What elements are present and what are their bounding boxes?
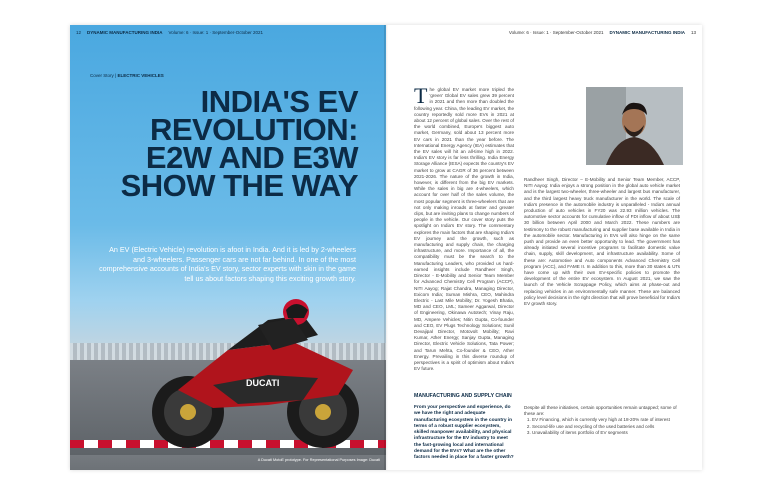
list-item: 3. Unavailability of items portfolio of EV segments [532, 430, 680, 436]
headline-line-1: INDIA'S EV [200, 84, 358, 119]
right-page [386, 25, 702, 470]
svg-text:DUCATI: DUCATI [246, 378, 280, 388]
intro-text: An EV (Electric Vehicle) revolution is afoot in India. And it is led by 2-wheelers and 3-wheelers. Passenger cars are not far behind. In one of the most comprehensive accounts of India's EV story, sector experts with skin in the game tell us about factors shaping this exciting growth story. [99, 245, 356, 283]
photo-caption: A Ducati MotoE prototype. For Representational Purposes Image: Ducati [257, 458, 380, 462]
opportunities-list [524, 405, 680, 436]
section-prefix: Cover Story | [90, 73, 117, 78]
article-column-1 [414, 83, 514, 372]
motorcycle-photo [118, 280, 386, 455]
headline-line-4: SHOW THE WAY [120, 168, 358, 203]
right-page-header [386, 25, 702, 39]
headline-line-3: E2W AND E3W [145, 140, 358, 175]
magazine-spread [70, 25, 702, 470]
portrait-photo [586, 87, 683, 165]
right-issue-info: Volume: 6 · Issue: 1 · September-October 2021 [508, 29, 604, 35]
interview-question: From your perspective and experience, do we have the right and adequate manufacturing ecosystem in the country in terms of a robust supplier ecosystem, skilled manpower availability, and physical infrastructure for the EV industry to meet the fast-growing local and international demand for the EVs? What are the other factors needed in place for a faster growth? [414, 405, 514, 461]
section-label [90, 73, 164, 78]
left-page [70, 25, 386, 470]
list-item: 2. Second-life use and recycling of the used batteries and cells [532, 424, 680, 430]
list-item: 1. EV Financing, which is currently very high at 18-20% rate of interest [532, 417, 680, 423]
left-page-number: 12 [76, 29, 82, 35]
column-1-text: he global EV market more tripled the 'green' Global EV sales grew 39 percent in 2021 and then more than doubled the following year. China, the leading EV market, the country reportedly sold more EVs in 2021 at about 12 percent of global sales. Over the rest of the world combined, Europe's biggest auto market, Germany, sold about 13 percent more EV cars in 2021 than the year before. The International Energy Agency (IEA) estimates that the EV sales will hit an all-time high in 2022. India's EV story is far less thrilling. India Energy Storage Alliance (IESA) expects the country's EV market to grow at CAGR of 36 percent between 2021-2026. The nature of the growth in India, however, is different from the big EV markets. While the sales in big are 4-wheelers, which account for over half of the sales volume, the most popular segment is three-wheelers that are not only making inroads at faster and greater clips, but are inviting plans to change numbers of people in the vehicle. Our cover story puts the spotlight on India's EV story. The commentary explores the main factors that are shaping India's EV journey and the growth, such as manufacturing and supply chain, the charging infrastructure, and more. Importance of all, the compatibility must be the search to the Manufacturing Leaders, who provided us hard-earned insights include Randheer Singh, Director - E-Mobility and Senior Team Member for Advanced Chemistry Cell Program (ACCP), NITI Aayog; Rajat Chandra, Managing Director, Exicom India; Suman Mishra, CEO, Mahindra Electric - Last Mile Mobility; Dr. Yogesh Bhatia, MD and CEO, LML; Sameer Aggarwal, Director of Engineering, Okinawa Autotech; Vinay Raju, MD, Ampere Vehicles; Nitin Gupta, Co-founder and CEO, EV Plugs Technology Solutions; Sunil Devajipal Director, Motovolt Mobility; Ravi Kumar, Ather Energy; Sanjay Gupta, Managing Director, Electric Vehicle Solutions, Tata Power; and Tarun Mehta, Co-founder & CEO, Ather Energy. Prevailing in this diverse roundup of perspectives is a spirit of optimism about India's EV future. [414, 87, 514, 372]
right-magazine-name: DYNAMIC MANUFACTURING INDIA [609, 29, 685, 35]
left-page-header [70, 25, 386, 39]
section-name: ELECTRIC VEHICLES [117, 73, 164, 78]
left-magazine-name: DYNAMIC MANUFACTURING INDIA [87, 29, 163, 35]
left-issue-info: Volume: 6 · Issue: 1 · September-October 2021 [168, 29, 264, 35]
right-page-number: 13 [690, 29, 696, 35]
headline-line-2: REVOLUTION: [149, 112, 358, 147]
drop-cap: T [414, 83, 428, 108]
headline [78, 84, 358, 203]
article-column-2: Randheer Singh, Director – E-Mobility and Senior Team Member, ACCP, NITI Aayog: India enjoys a strong position in the global auto vehicle market and is the largest two-wheeler, three-wheeler and largest bus manufacturer, and the third largest heavy truck manufacturer in the world. The scale of India's presence in the automobile industry is unparalleled - India's annual production of auto vehicles in FY20 was 22.93 million vehicles. The automotive sector accounts for cumulative inflow of FDI inflow of about US$ 30 billion between April 2000 and March 2022. These numbers are testimony to the robust manufacturing and supplier base available in India in the automobile sector. Manufacturing in EVs will also hinge on the same push and provide an even better opportunity to lead. The government has already initiated several incentive programs to facilitate domestic value chain, supply, skill development, and infrastructure availability. Some of these are: Automotive and Auto components Advanced Chemistry Cell program (ACC), and FAME II. In addition to this, more than 30 states & UTs have come up with their own EV-specific policies to promote the development of the entire EV ecosystem. In August 2021, we saw the launch of the Vehicle Scrappage Policy, which aims at phase-out and replacing vehicles in an environmentally safe manner. These are balanced policy level decisions in the right direction that will prove beneficial for India's EV growth story. [524, 177, 680, 307]
section-subhead: MANUFACTURING AND SUPPLY CHAIN [414, 393, 512, 399]
page-fold-shadow [384, 25, 388, 470]
list-intro: Despite all these initiatives, certain opportunities remain untapped; some of these are: [524, 405, 677, 417]
